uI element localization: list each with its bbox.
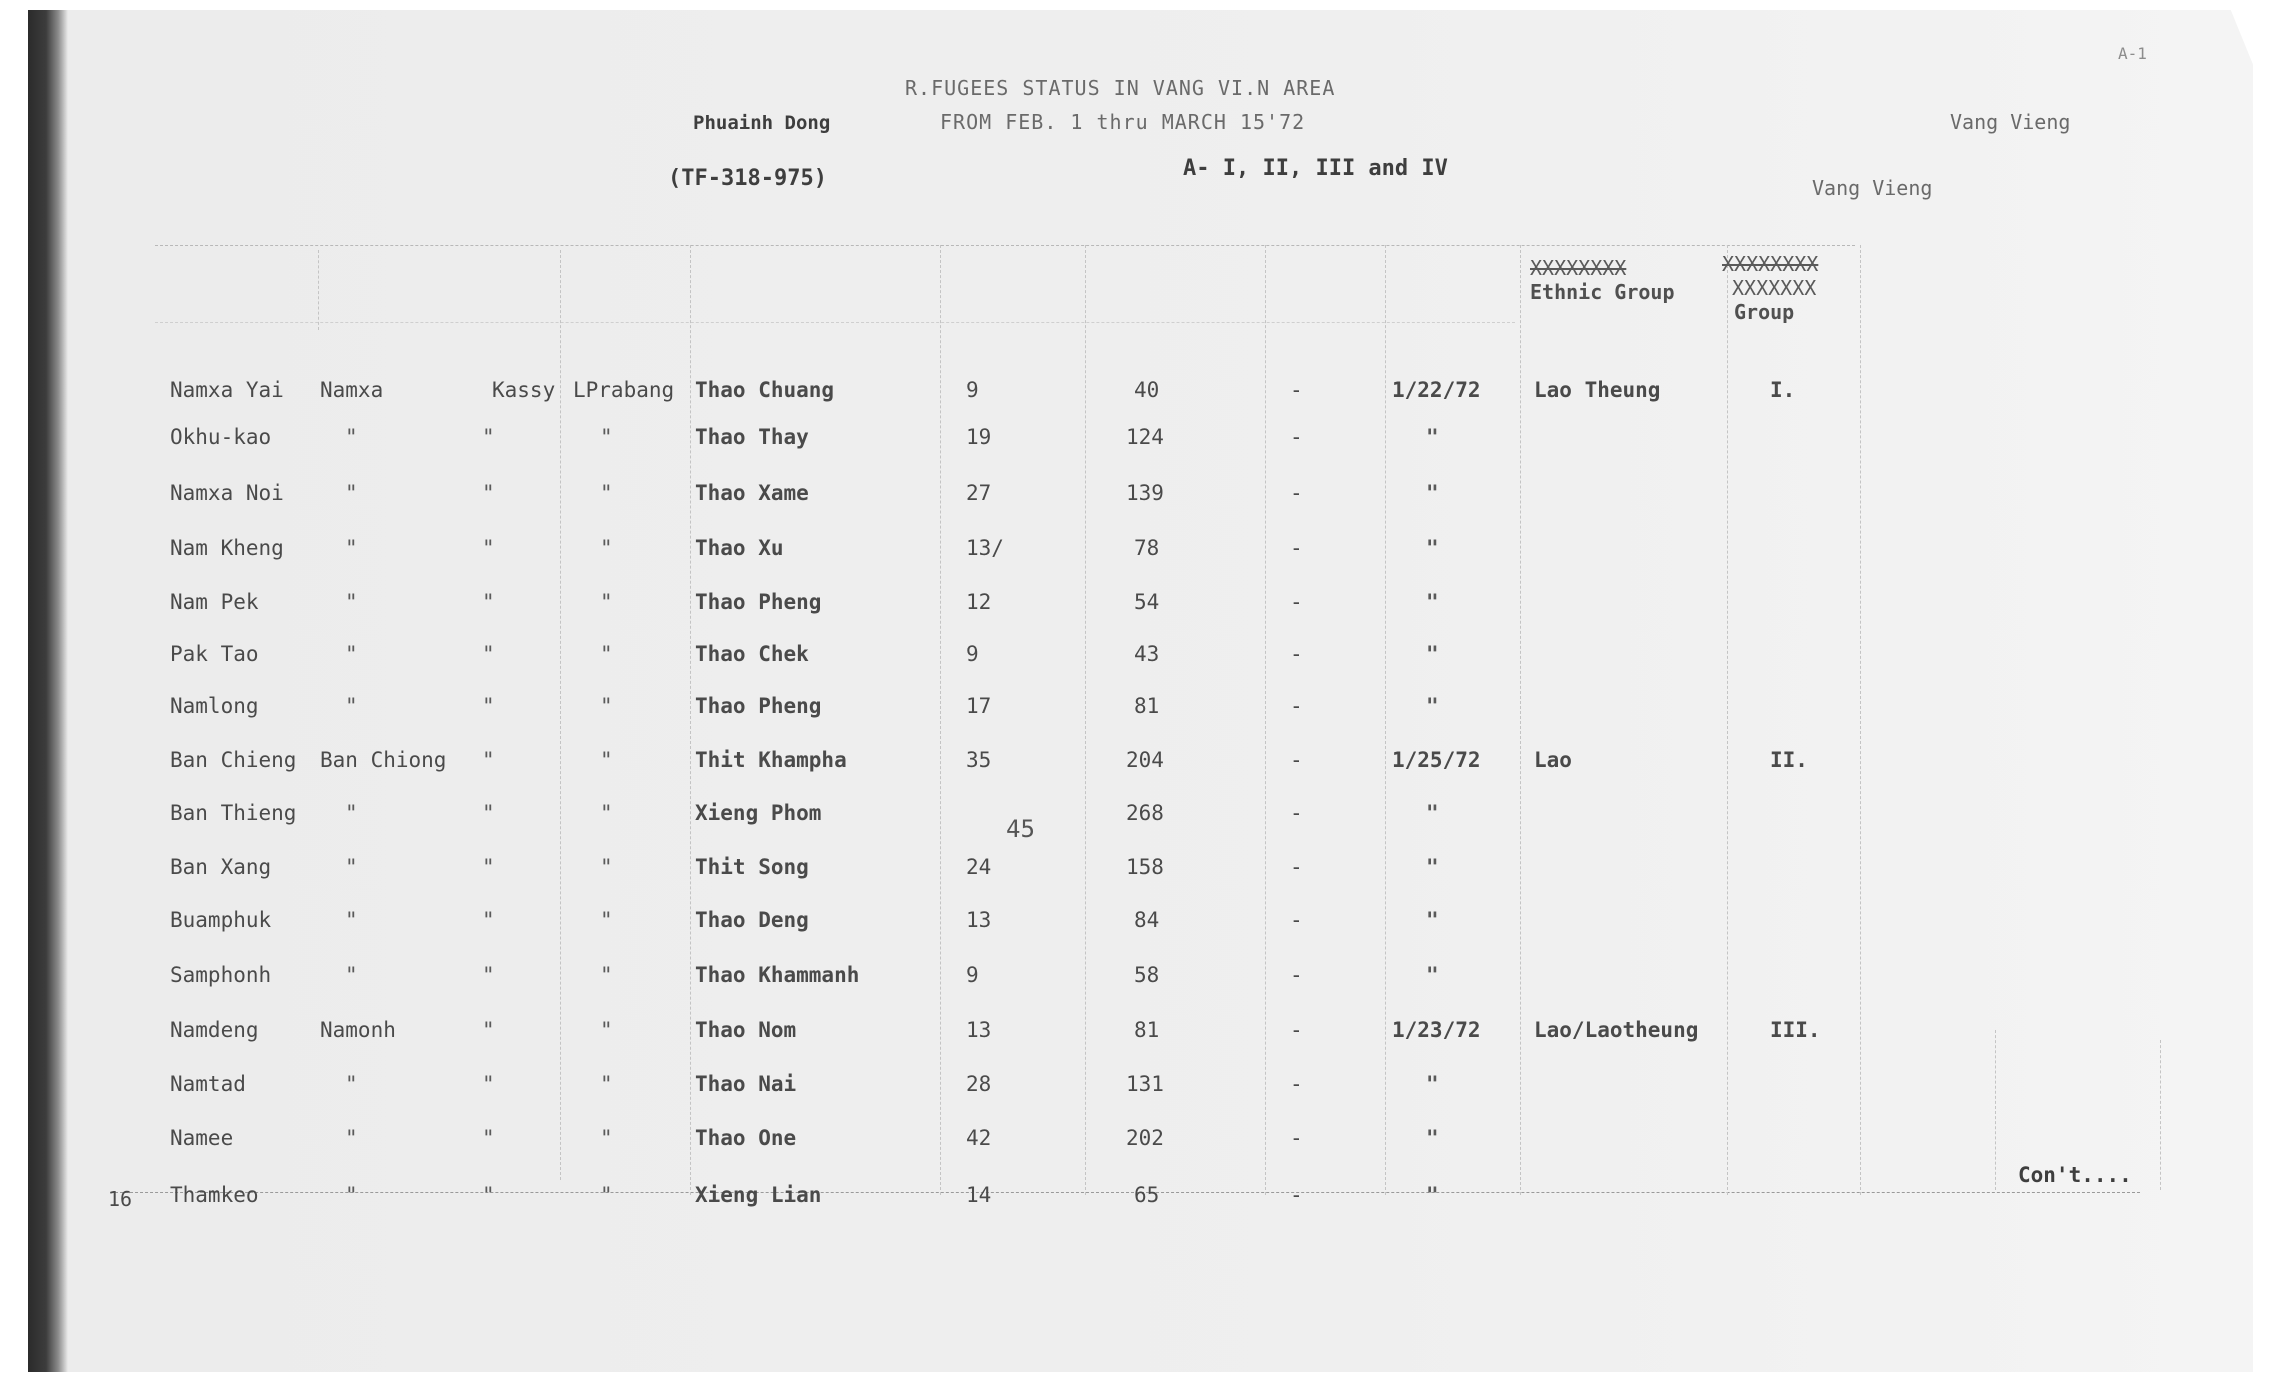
table-row — [0, 590, 2273, 630]
chief-name-cell: Thao Nai — [695, 1072, 797, 1096]
families-cell: 9 — [966, 642, 979, 666]
chief-name-cell: Thao Thay — [695, 425, 809, 449]
table-row — [0, 425, 2273, 465]
table-row — [0, 536, 2273, 576]
dash-cell: - — [1290, 1183, 1303, 1207]
tasseng-cell: " — [345, 694, 358, 718]
persons-cell: 268 — [1126, 801, 1164, 825]
dash-cell: - — [1290, 1126, 1303, 1150]
village-cell: Okhu-kao — [170, 425, 272, 449]
arrival-date-cell: 1/22/72 — [1392, 378, 1481, 402]
group-crossed-1: XXXXXXXX — [1722, 252, 1819, 276]
province-cell: " — [600, 536, 613, 560]
persons-cell: 54 — [1134, 590, 1160, 614]
kassy-cell: " — [482, 801, 495, 825]
arrival-date-cell: 1/25/72 — [1392, 748, 1481, 772]
tasseng-cell: " — [345, 855, 358, 879]
document-page — [28, 10, 2253, 1372]
kassy-cell: " — [482, 1183, 495, 1207]
group-cell: III. — [1770, 1018, 1821, 1042]
dash-cell: - — [1290, 1072, 1303, 1096]
continued-note: Con't.... — [2018, 1163, 2132, 1187]
page-mark: A-1 — [2118, 44, 2147, 63]
column-divider — [318, 250, 319, 330]
group-crossed-2: XXXXXXX — [1732, 276, 1817, 300]
persons-cell: 81 — [1134, 1018, 1160, 1042]
chief-name-cell: Thit Khampha — [695, 748, 847, 772]
table-row — [0, 694, 2273, 734]
province-cell: " — [600, 801, 613, 825]
chief-name-cell: Thao Pheng — [695, 694, 822, 718]
families-cell: 24 — [966, 855, 992, 879]
kassy-cell: " — [482, 908, 495, 932]
province-cell: " — [600, 642, 613, 666]
table-row — [0, 963, 2273, 1003]
village-cell: Namdeng — [170, 1018, 259, 1042]
village-cell: Samphonh — [170, 963, 272, 987]
families-cell: 13 — [966, 1018, 992, 1042]
dash-cell: - — [1290, 855, 1303, 879]
kassy-cell: " — [482, 1018, 495, 1042]
persons-cell: 204 — [1126, 748, 1164, 772]
ethnic-group-header — [1530, 256, 1675, 304]
province-cell: " — [600, 1126, 613, 1150]
map-reference: (TF-318-975) — [668, 166, 827, 191]
village-cell: Namxa Noi — [170, 481, 284, 505]
kassy-cell: " — [482, 855, 495, 879]
families-cell: 42 — [966, 1126, 992, 1150]
chief-name-cell: Thao Chek — [695, 642, 809, 666]
arrival-date-cell: " — [1426, 908, 1439, 932]
table-row — [0, 1018, 2273, 1058]
province-cell: " — [600, 1018, 613, 1042]
village-cell: Thamkeo — [170, 1183, 259, 1207]
chief-name-cell: Thao Pheng — [695, 590, 822, 614]
groups-label: A- I, II, III and IV — [1183, 156, 1448, 181]
families-cell: 28 — [966, 1072, 992, 1096]
tasseng-cell: " — [345, 481, 358, 505]
ethnic-group-crossed: XXXXXXXX — [1530, 256, 1627, 280]
table-row — [0, 801, 2273, 841]
persons-cell: 202 — [1126, 1126, 1164, 1150]
dash-cell: - — [1290, 425, 1303, 449]
arrival-date-cell: " — [1426, 536, 1439, 560]
tasseng-cell: " — [345, 963, 358, 987]
dash-cell: - — [1290, 694, 1303, 718]
report-title-line2: FROM FEB. 1 thru MARCH 15'72 — [940, 110, 1306, 134]
tasseng-cell: " — [345, 425, 358, 449]
persons-cell: 131 — [1126, 1072, 1164, 1096]
page-number: 16 — [108, 1187, 133, 1211]
table-row — [0, 642, 2273, 682]
tasseng-cell: " — [345, 1183, 358, 1207]
persons-cell: 65 — [1134, 1183, 1160, 1207]
dash-cell: - — [1290, 801, 1303, 825]
dash-cell: - — [1290, 1018, 1303, 1042]
binding-edge — [28, 10, 68, 1372]
chief-name-cell: Thao Khammanh — [695, 963, 860, 987]
ethnic-group-cell: Lao/Laotheung — [1534, 1018, 1699, 1042]
persons-cell: 139 — [1126, 481, 1164, 505]
province-cell: " — [600, 908, 613, 932]
chief-name-cell: Thit Song — [695, 855, 809, 879]
tasseng-cell: " — [345, 590, 358, 614]
arrival-date-cell: 1/23/72 — [1392, 1018, 1481, 1042]
families-cell: 17 — [966, 694, 992, 718]
dash-cell: - — [1290, 963, 1303, 987]
village-cell: Pak Tao — [170, 642, 259, 666]
arrival-date-cell: " — [1426, 642, 1439, 666]
village-cell: Nam Kheng — [170, 536, 284, 560]
kassy-cell: Kassy — [492, 378, 556, 402]
table-row — [0, 1072, 2273, 1112]
arrival-date-cell: " — [1426, 1183, 1439, 1207]
ethnic-group-cell: Lao Theung — [1534, 378, 1661, 402]
families-cell: 27 — [966, 481, 992, 505]
kassy-cell: " — [482, 481, 495, 505]
tasseng-cell: Ban Chiong — [320, 748, 447, 772]
village-cell: Ban Chieng — [170, 748, 297, 772]
tasseng-cell: " — [345, 801, 358, 825]
province-cell: " — [600, 590, 613, 614]
province-cell: " — [600, 748, 613, 772]
arrival-date-cell: " — [1426, 694, 1439, 718]
tasseng-cell: " — [345, 642, 358, 666]
district-name: Phuainh Dong — [693, 112, 831, 134]
arrival-date-cell: " — [1426, 1072, 1439, 1096]
dash-cell: - — [1290, 536, 1303, 560]
kassy-cell: " — [482, 425, 495, 449]
village-cell: Namxa Yai — [170, 378, 284, 402]
ethnic-group-cell: Lao — [1534, 748, 1572, 772]
kassy-cell: " — [482, 1126, 495, 1150]
arrival-date-cell: " — [1426, 855, 1439, 879]
province-cell: " — [600, 1072, 613, 1096]
dash-cell: - — [1290, 378, 1303, 402]
village-cell: Ban Thieng — [170, 801, 297, 825]
group-header — [1722, 252, 1818, 324]
persons-cell: 58 — [1134, 963, 1160, 987]
kassy-cell: " — [482, 1072, 495, 1096]
tasseng-cell: Namonh — [320, 1018, 396, 1042]
arrival-date-cell: " — [1426, 590, 1439, 614]
table-row — [0, 378, 2273, 418]
chief-name-cell: Thao Xame — [695, 481, 809, 505]
families-cell: 13/ — [966, 536, 1004, 560]
report-title-line1: R.FUGEES STATUS IN VANG VI.N AREA — [905, 76, 1336, 100]
table-row — [0, 748, 2273, 788]
families-cell: 9 — [966, 963, 979, 987]
families-cell: 14 — [966, 1183, 992, 1207]
group-label: Group — [1734, 300, 1795, 324]
province-cell: LPrabang — [573, 378, 675, 402]
kassy-cell: " — [482, 536, 495, 560]
families-cell: 12 — [966, 590, 992, 614]
persons-cell: 158 — [1126, 855, 1164, 879]
dash-cell: - — [1290, 908, 1303, 932]
chief-name-cell: Thao Deng — [695, 908, 809, 932]
province-cell: " — [600, 481, 613, 505]
table-row — [0, 908, 2273, 948]
persons-cell: 43 — [1134, 642, 1160, 666]
dash-cell: - — [1290, 590, 1303, 614]
families-cell: 19 — [966, 425, 992, 449]
province-cell: " — [600, 855, 613, 879]
dash-cell: - — [1290, 642, 1303, 666]
kassy-cell: " — [482, 590, 495, 614]
kassy-cell: " — [482, 963, 495, 987]
chief-name-cell: Thao One — [695, 1126, 797, 1150]
table-row — [0, 1183, 2273, 1223]
persons-cell: 124 — [1126, 425, 1164, 449]
families-cell: 35 — [966, 748, 992, 772]
tasseng-cell: " — [345, 1126, 358, 1150]
village-cell: Namtad — [170, 1072, 246, 1096]
families-cell: 13 — [966, 908, 992, 932]
table-row — [0, 1126, 2273, 1166]
chief-name-cell: Thao Nom — [695, 1018, 797, 1042]
persons-cell: 81 — [1134, 694, 1160, 718]
tasseng-cell: " — [345, 908, 358, 932]
province-cell: " — [600, 1183, 613, 1207]
table-top-rule — [155, 245, 1855, 246]
village-cell: Ban Xang — [170, 855, 272, 879]
persons-cell: 84 — [1134, 908, 1160, 932]
chief-name-cell: Thao Chuang — [695, 378, 835, 402]
chief-name-cell: Thao Xu — [695, 536, 784, 560]
handwritten-note-45: 45 — [1006, 815, 1035, 843]
group-cell: I. — [1770, 378, 1796, 402]
arrival-date-cell: " — [1426, 481, 1439, 505]
tasseng-cell: " — [345, 536, 358, 560]
arrival-date-cell: " — [1426, 425, 1439, 449]
dash-cell: - — [1290, 481, 1303, 505]
arrival-date-cell: " — [1426, 963, 1439, 987]
province-cell: " — [600, 963, 613, 987]
group-cell: II. — [1770, 748, 1808, 772]
kassy-cell: " — [482, 694, 495, 718]
arrival-date-cell: " — [1426, 1126, 1439, 1150]
dash-cell: - — [1290, 748, 1303, 772]
table-row — [0, 481, 2273, 521]
persons-cell: 40 — [1134, 378, 1160, 402]
families-cell: 9 — [966, 378, 979, 402]
kassy-cell: " — [482, 642, 495, 666]
village-cell: Namee — [170, 1126, 234, 1150]
ethnic-group-label: Ethnic Group — [1530, 280, 1675, 304]
table-row — [0, 855, 2273, 895]
village-cell: Namlong — [170, 694, 259, 718]
chief-name-cell: Xieng Lian — [695, 1183, 822, 1207]
chief-name-cell: Xieng Phom — [695, 801, 822, 825]
column-divider — [2160, 1040, 2161, 1190]
village-cell: Buamphuk — [170, 908, 272, 932]
table-header-rule — [155, 322, 1515, 323]
kassy-cell: " — [482, 748, 495, 772]
village-cell: Nam Pek — [170, 590, 259, 614]
tasseng-cell: Namxa — [320, 378, 384, 402]
tasseng-cell: " — [345, 1072, 358, 1096]
location-right-1: Vang Vieng — [1950, 110, 2071, 134]
persons-cell: 78 — [1134, 536, 1160, 560]
arrival-date-cell: " — [1426, 801, 1439, 825]
province-cell: " — [600, 694, 613, 718]
province-cell: " — [600, 425, 613, 449]
location-right-2: Vang Vieng — [1812, 176, 1933, 200]
